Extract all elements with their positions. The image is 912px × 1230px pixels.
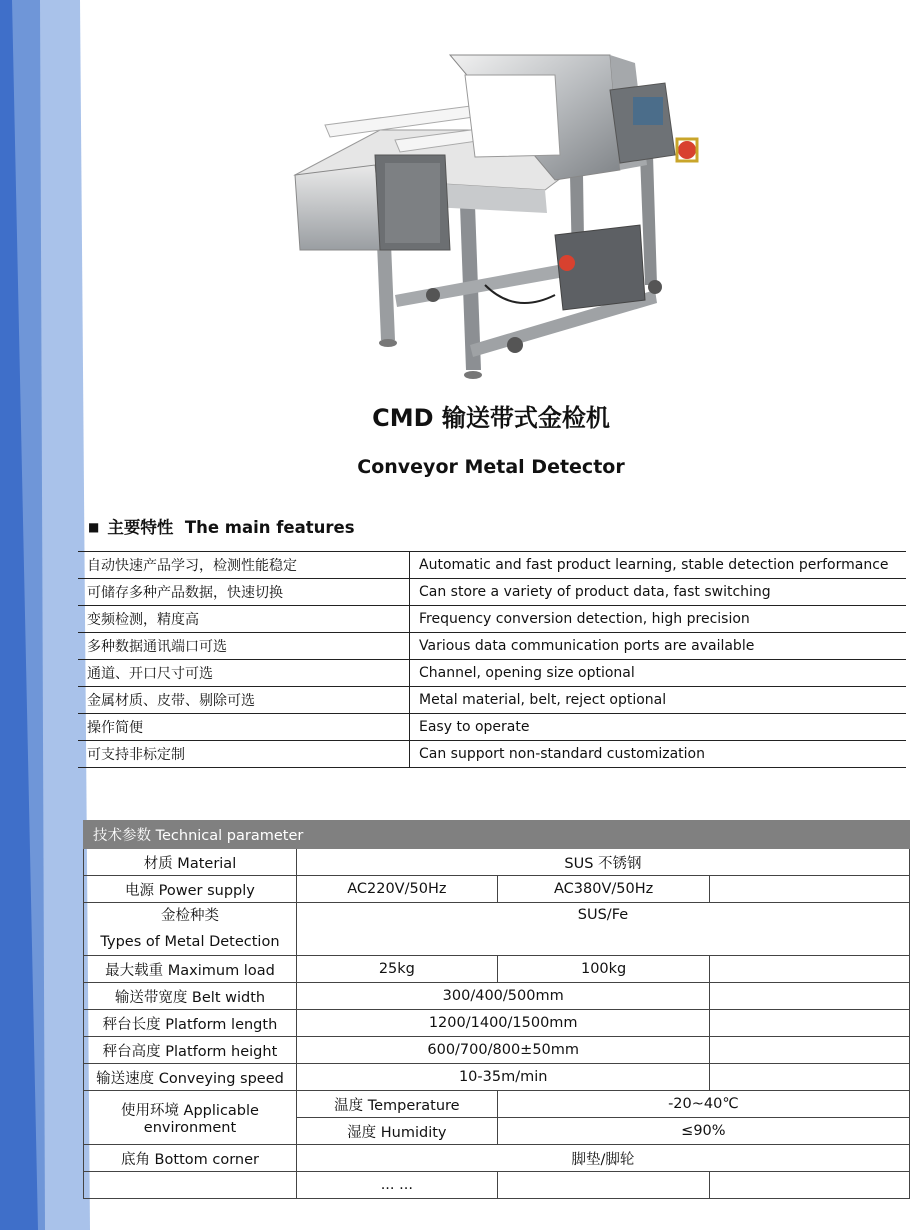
param-value-empty xyxy=(497,1172,710,1199)
param-value: 10-35m/min xyxy=(296,1064,710,1091)
param-value: SUS/Fe xyxy=(296,903,909,956)
param-value-empty xyxy=(710,1037,910,1064)
feature-en: Easy to operate xyxy=(410,714,907,741)
feature-cn: 可储存多种产品数据，快速切换 xyxy=(78,579,410,606)
product-title-chinese: CMD 输送带式金检机 xyxy=(372,404,610,432)
table-row xyxy=(84,1091,910,1118)
table-row xyxy=(84,956,910,983)
param-label xyxy=(84,903,297,956)
square-bullet-icon: ■ xyxy=(88,520,100,534)
param-value-empty xyxy=(710,876,910,903)
param-value: 1200/1400/1500mm xyxy=(296,1010,710,1037)
table-row xyxy=(78,687,906,714)
param-label: 秤台高度 Platform height xyxy=(84,1037,297,1064)
feature-cn: 可支持非标定制 xyxy=(78,741,410,768)
table-row xyxy=(84,1172,910,1199)
param-value: AC220V/50Hz xyxy=(296,876,497,903)
feature-en: Can support non-standard customization xyxy=(410,741,907,768)
technical-parameter-table xyxy=(83,820,910,1199)
param-value-empty xyxy=(710,1064,910,1091)
param-value: 25kg xyxy=(296,956,497,983)
table-row xyxy=(78,606,906,633)
param-label: 材质 Material xyxy=(84,849,297,876)
features-heading-en: The main features xyxy=(184,518,355,537)
table-row xyxy=(78,714,906,741)
feature-cn: 操作简便 xyxy=(78,714,410,741)
table-row xyxy=(84,903,910,956)
param-label: 输送带宽度 Belt width xyxy=(84,983,297,1010)
param-value: 600/700/800±50mm xyxy=(296,1037,710,1064)
table-row xyxy=(78,633,906,660)
features-heading-cn: 主要特性 xyxy=(107,518,174,537)
param-value: SUS 不锈钢 xyxy=(296,849,909,876)
param-sublabel: 温度 Temperature xyxy=(296,1091,497,1118)
params-header-blank xyxy=(710,821,910,849)
table-row xyxy=(84,1010,910,1037)
param-value-empty xyxy=(710,983,910,1010)
feature-cn: 金属材质、皮带、剔除可选 xyxy=(78,687,410,714)
param-label-en: Types of Metal Detection xyxy=(100,934,280,950)
feature-en: Channel, opening size optional xyxy=(410,660,907,687)
param-label: 最大载重 Maximum load xyxy=(84,956,297,983)
param-label: 电源 Power supply xyxy=(84,876,297,903)
params-header-label: 技术参数 Technical parameter xyxy=(84,821,710,849)
param-label: 底角 Bottom corner xyxy=(84,1145,297,1172)
param-value: ≤90% xyxy=(497,1118,909,1145)
param-label-line1: 使用环境 Applicable xyxy=(120,1103,259,1119)
param-value-empty xyxy=(710,1010,910,1037)
features-table xyxy=(78,551,906,768)
param-value: AC380V/50Hz xyxy=(497,876,710,903)
feature-cn: 自动快速产品学习，检测性能稳定 xyxy=(78,552,410,579)
table-row xyxy=(84,876,910,903)
param-value: 300/400/500mm xyxy=(296,983,710,1010)
param-value-empty xyxy=(710,1172,910,1199)
product-title-english: Conveyor Metal Detector xyxy=(357,456,625,478)
decorative-side-stripe xyxy=(0,0,90,1230)
feature-en: Metal material, belt, reject optional xyxy=(410,687,907,714)
param-label xyxy=(84,1091,297,1145)
feature-en: Automatic and fast product learning, stable detection performance xyxy=(410,552,907,579)
feature-cn: 通道、开口尺寸可选 xyxy=(78,660,410,687)
param-label: 秤台长度 Platform length xyxy=(84,1010,297,1037)
table-row xyxy=(84,1145,910,1172)
param-ellipsis: ... ... xyxy=(296,1172,497,1199)
param-value-empty xyxy=(710,956,910,983)
param-label-cn: 金检种类 xyxy=(160,908,219,924)
param-value: 脚垫/脚轮 xyxy=(296,1145,909,1172)
table-row xyxy=(78,579,906,606)
table-row xyxy=(84,849,910,876)
param-label: 输送速度 Conveying speed xyxy=(84,1064,297,1091)
metal-detector-product-image xyxy=(285,45,710,390)
table-row xyxy=(78,552,906,579)
table-row xyxy=(84,1037,910,1064)
table-row xyxy=(78,741,906,768)
features-heading xyxy=(88,514,355,538)
param-label-line2: environment xyxy=(143,1120,237,1136)
feature-cn: 多种数据通讯端口可选 xyxy=(78,633,410,660)
table-row xyxy=(78,660,906,687)
feature-en: Frequency conversion detection, high precision xyxy=(410,606,907,633)
feature-en: Can store a variety of product data, fast switching xyxy=(410,579,907,606)
param-value: 100kg xyxy=(497,956,710,983)
table-row xyxy=(84,983,910,1010)
param-value: -20~40℃ xyxy=(497,1091,909,1118)
feature-cn: 变频检测，精度高 xyxy=(78,606,410,633)
table-header-row xyxy=(84,821,910,849)
table-row xyxy=(84,1064,910,1091)
feature-en: Various data communication ports are available xyxy=(410,633,907,660)
param-label-empty xyxy=(84,1172,297,1199)
param-sublabel: 湿度 Humidity xyxy=(296,1118,497,1145)
